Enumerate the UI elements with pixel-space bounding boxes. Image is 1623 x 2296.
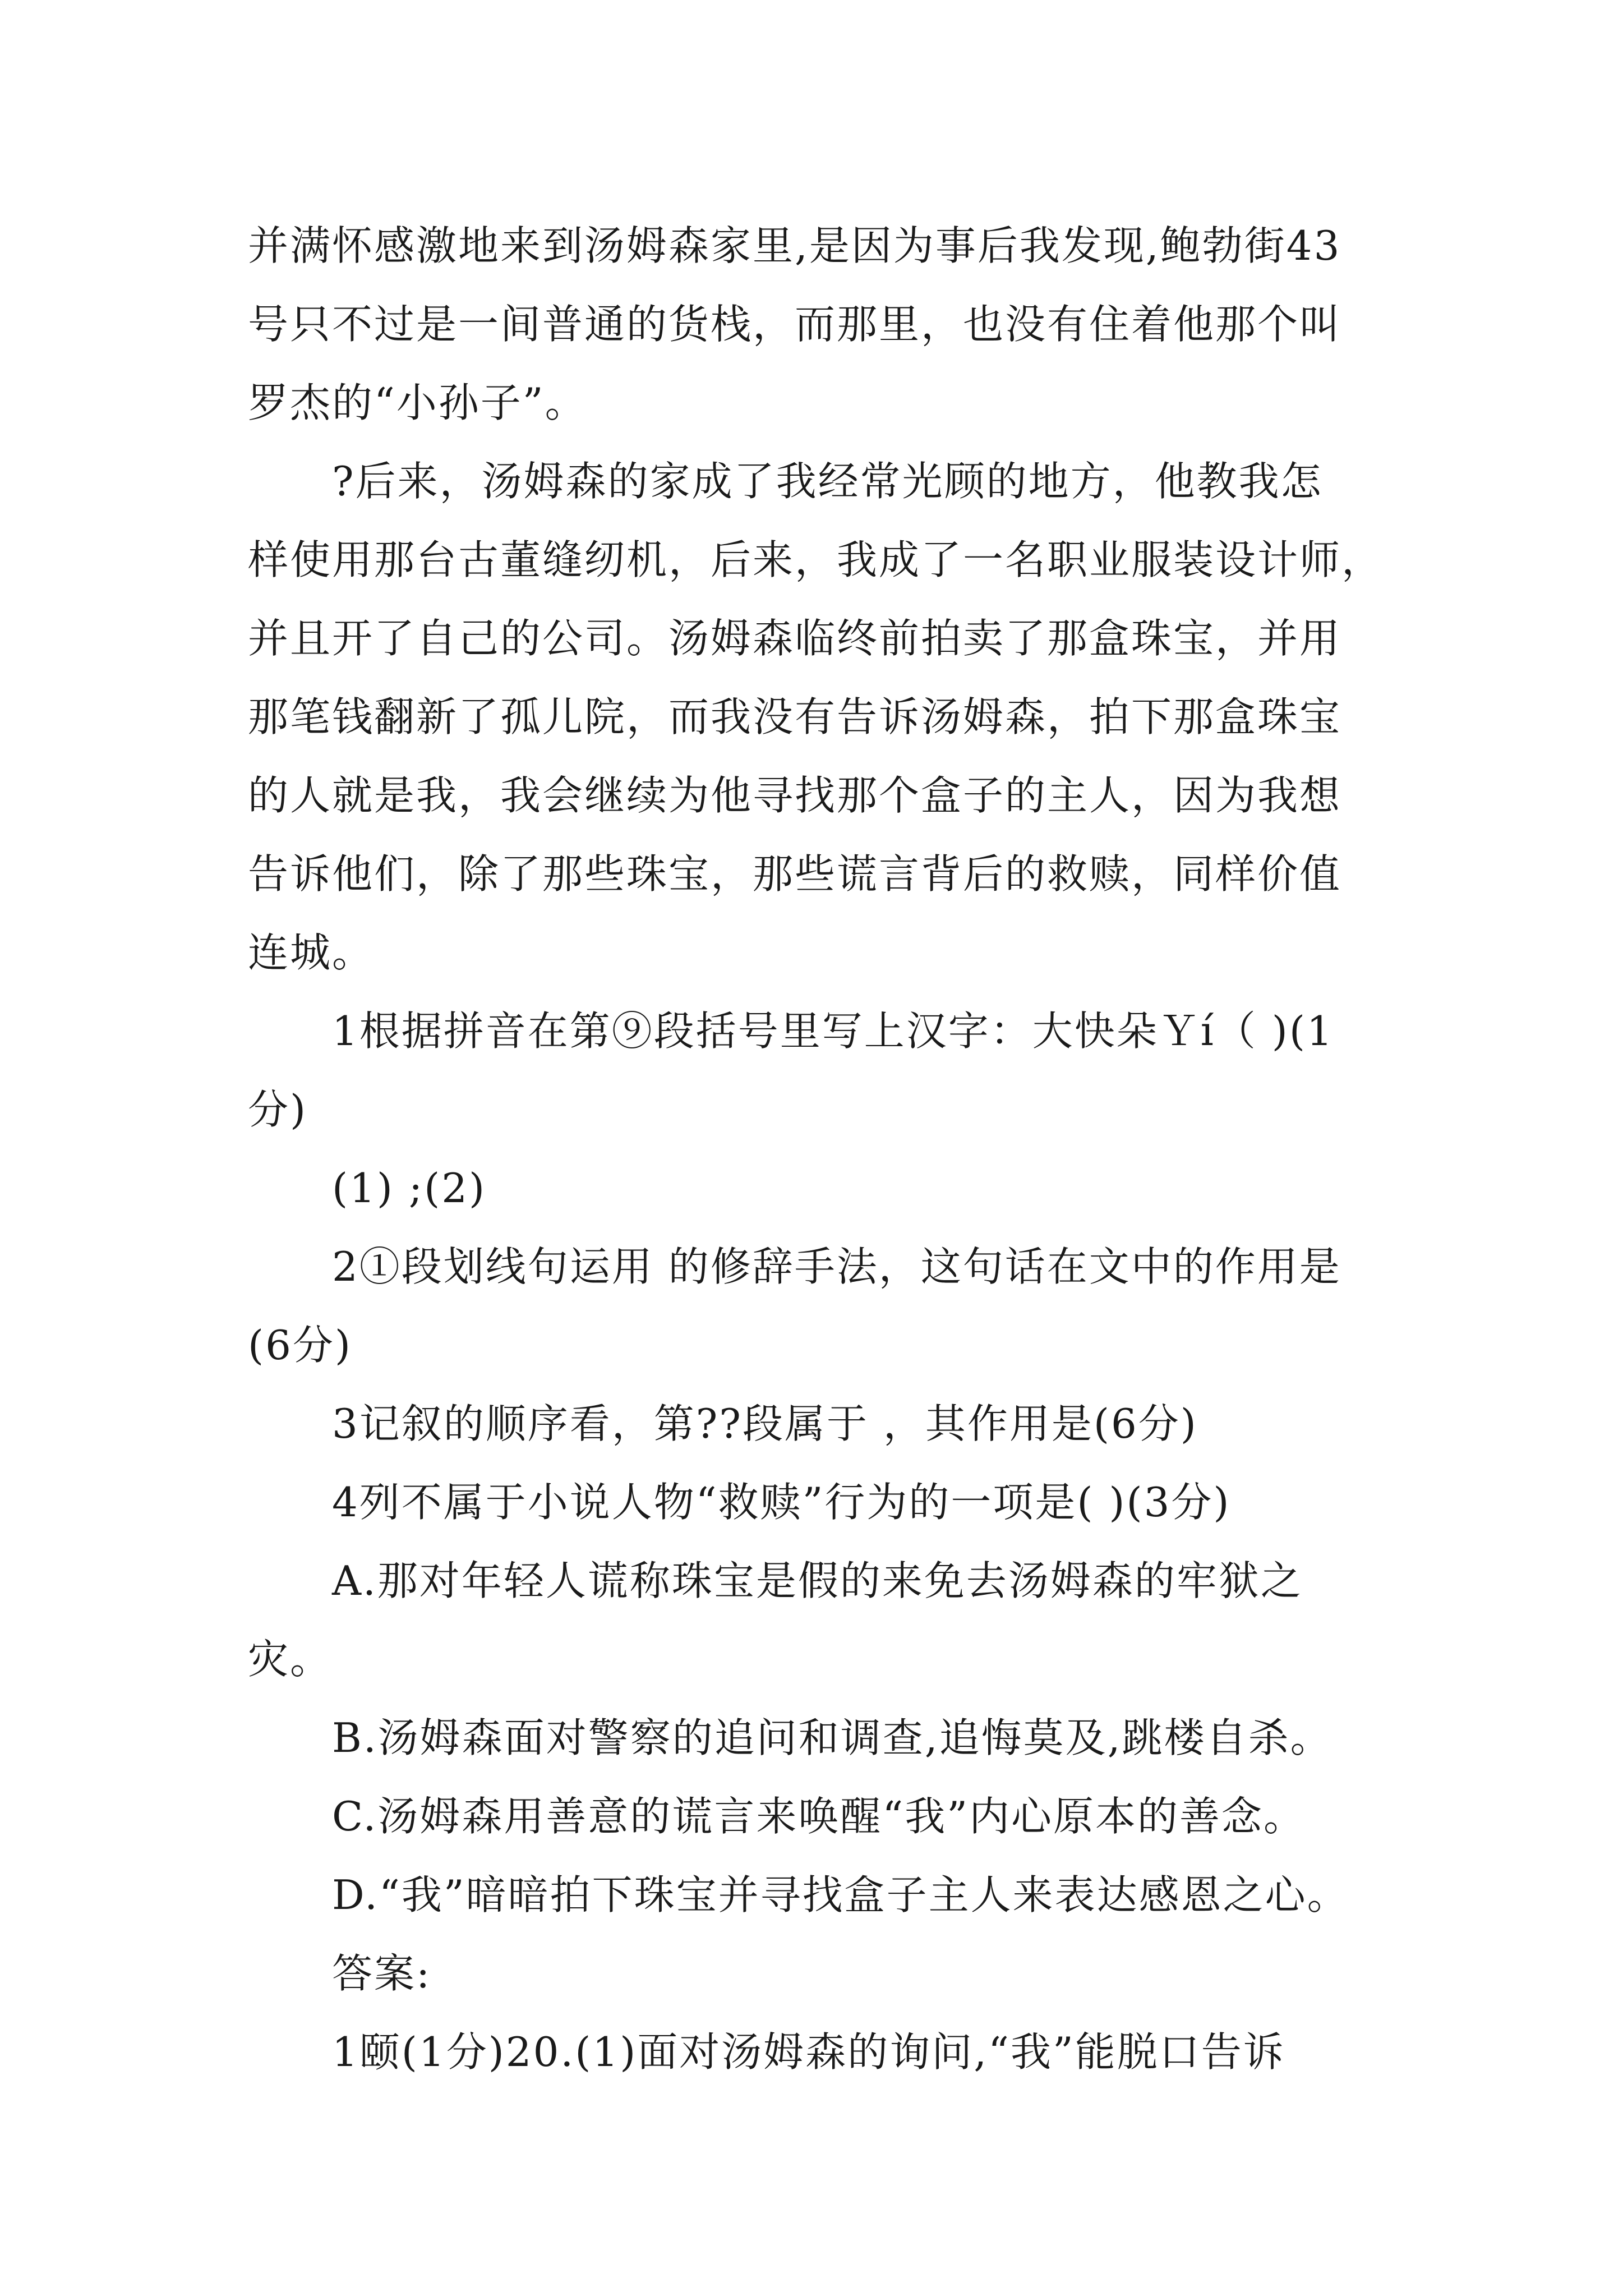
question-4: 4列不属于小说人物“救赎”行为的一项是( )(3分) [332, 1479, 1231, 1526]
answer-line: 1颐(1分)20.(1)面对汤姆森的询问,“我”能脱口告诉 [332, 2028, 1285, 2076]
text-line-8: 的人就是我，我会继续为他寻找那个盒子的主人，因为我想 [248, 772, 1342, 819]
option-d: D.“我”暗暗拍下珠宝并寻找盒子主人来表达感恩之心。 [332, 1871, 1349, 1918]
option-a: A.那对年轻人谎称珠宝是假的来免去汤姆森的牢狱之 [332, 1557, 1303, 1604]
question-2-cont: (6分) [248, 1322, 352, 1369]
question-1: 1根据拼音在第⑨段括号里写上汉字：大快朵Ｙí（ )(1 [332, 1007, 1334, 1055]
text-line-9: 告诉他们，除了那些珠宝，那些谎言背后的救赎，同样价值 [248, 850, 1342, 898]
text-line-2: 号只不过是一间普通的货栈，而那里，也没有住着他那个叫 [248, 301, 1342, 348]
option-a-cont: 灾。 [248, 1636, 333, 1683]
text-line-5: 样使用那台古董缝纫机，后来，我成了一名职业服装设计师， [248, 536, 1384, 583]
text-line-6: 并且开了自己的公司。汤姆森临终前拍卖了那盒珠宝，并用 [248, 615, 1342, 662]
paragraph-start-line: ?后来，汤姆森的家成了我经常光顾的地方，他教我怎 [332, 458, 1323, 505]
text-line-10: 连城。 [248, 929, 375, 976]
text-line-1: 并满怀感激地来到汤姆森家里,是因为事后我发现,鲍勃街43 [248, 222, 1341, 269]
question-1-cont: 分) [248, 1086, 308, 1133]
option-b: B.汤姆森面对警察的追问和调查,追悔莫及,跳楼自杀。 [332, 1714, 1332, 1761]
question-3: 3记叙的顺序看，第??段属于 ，其作用是(6分) [332, 1400, 1198, 1447]
question-2: 2①段划线句运用 的修辞手法，这句话在文中的作用是 [332, 1243, 1341, 1290]
question-blanks: (1) ;(2) [332, 1165, 487, 1212]
answer-heading: 答案: [332, 1950, 432, 1997]
text-line-3: 罗杰的“小孙子”。 [248, 379, 587, 426]
option-c: C.汤姆森用善意的谎言来唤醒“我”内心原本的善念。 [332, 1793, 1306, 1840]
text-line-7: 那笔钱翻新了孤儿院，而我没有告诉汤姆森，拍下那盒珠宝 [248, 693, 1342, 740]
